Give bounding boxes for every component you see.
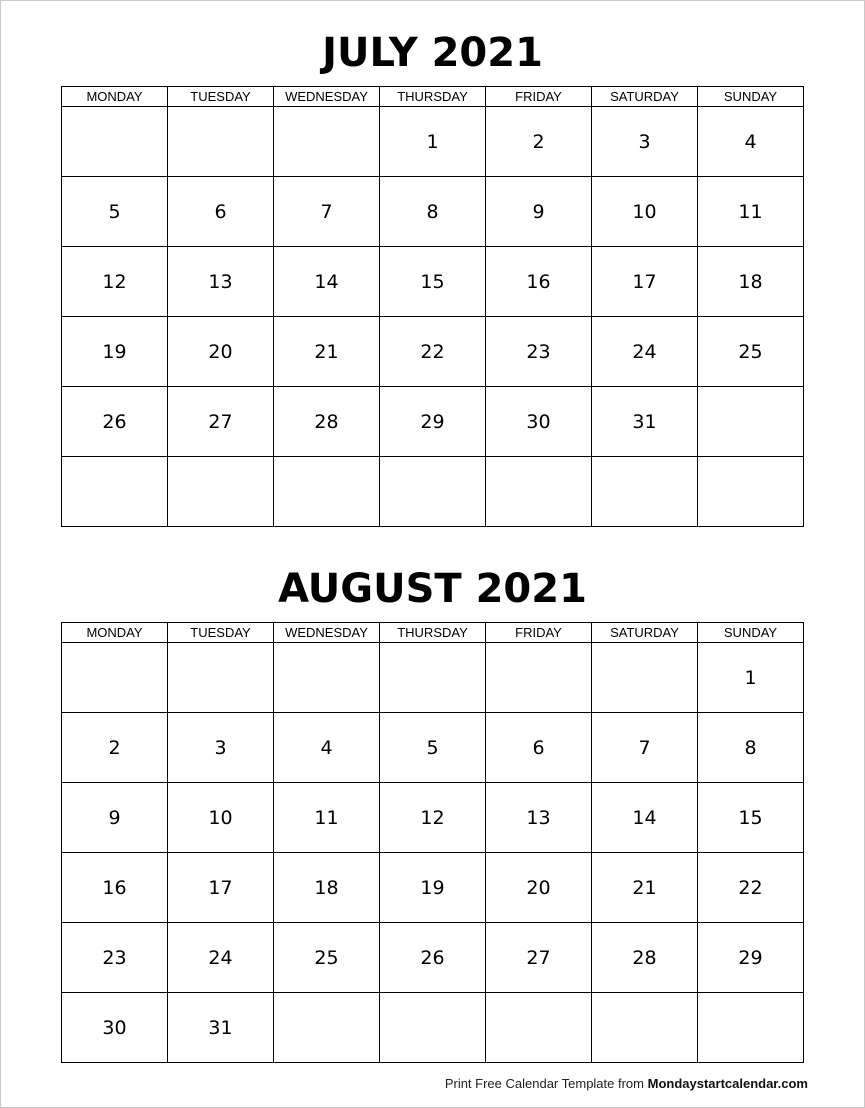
day-cell: 15 <box>698 783 804 853</box>
day-cell: 24 <box>168 923 274 993</box>
weekday-label: MONDAY <box>62 87 168 107</box>
day-cell <box>592 993 698 1063</box>
day-cell: 4 <box>274 713 380 783</box>
day-cell: 9 <box>62 783 168 853</box>
weekday-label: SUNDAY <box>698 87 804 107</box>
weekday-label: SUNDAY <box>698 623 804 643</box>
day-cell: 5 <box>62 177 168 247</box>
day-cell: 10 <box>168 783 274 853</box>
day-cell: 16 <box>62 853 168 923</box>
day-cell <box>592 457 698 527</box>
day-cell: 12 <box>380 783 486 853</box>
weekday-label: FRIDAY <box>486 87 592 107</box>
week-row <box>62 177 804 247</box>
day-cell: 6 <box>486 713 592 783</box>
day-cell: 24 <box>592 317 698 387</box>
week-row <box>62 457 804 527</box>
day-cell: 13 <box>486 783 592 853</box>
day-cell <box>274 457 380 527</box>
week-row <box>62 993 804 1063</box>
day-cell: 31 <box>592 387 698 457</box>
day-cell: 19 <box>62 317 168 387</box>
day-cell: 26 <box>380 923 486 993</box>
day-cell: 28 <box>592 923 698 993</box>
day-cell <box>698 457 804 527</box>
day-cell: 1 <box>698 643 804 713</box>
day-cell: 12 <box>62 247 168 317</box>
day-cell <box>486 643 592 713</box>
week-row <box>62 783 804 853</box>
day-cell: 31 <box>168 993 274 1063</box>
day-cell: 10 <box>592 177 698 247</box>
day-cell: 3 <box>592 107 698 177</box>
day-cell: 30 <box>486 387 592 457</box>
day-cell: 30 <box>62 993 168 1063</box>
day-cell: 8 <box>380 177 486 247</box>
week-row <box>62 853 804 923</box>
weekday-label: WEDNESDAY <box>274 623 380 643</box>
day-cell <box>168 643 274 713</box>
day-cell: 17 <box>168 853 274 923</box>
day-cell: 23 <box>486 317 592 387</box>
calendar-july <box>61 86 804 527</box>
day-cell: 11 <box>274 783 380 853</box>
day-cell: 22 <box>380 317 486 387</box>
day-cell <box>62 107 168 177</box>
day-cell: 20 <box>486 853 592 923</box>
day-cell: 13 <box>168 247 274 317</box>
day-cell: 9 <box>486 177 592 247</box>
day-cell: 2 <box>62 713 168 783</box>
day-cell <box>274 643 380 713</box>
weekday-label: MONDAY <box>62 623 168 643</box>
footer-text: Print Free Calendar Template from <box>444 1076 648 1091</box>
week-row <box>62 643 804 713</box>
weekday-label: SATURDAY <box>592 623 698 643</box>
day-cell <box>486 457 592 527</box>
month-title-july: JULY 2021 <box>322 30 543 76</box>
day-cell: 4 <box>698 107 804 177</box>
day-cell: 28 <box>274 387 380 457</box>
day-cell <box>698 993 804 1063</box>
day-cell: 25 <box>274 923 380 993</box>
day-cell: 14 <box>274 247 380 317</box>
weekday-label: TUESDAY <box>168 87 274 107</box>
day-cell: 5 <box>380 713 486 783</box>
day-cell: 11 <box>698 177 804 247</box>
day-cell: 7 <box>274 177 380 247</box>
day-cell <box>274 993 380 1063</box>
day-cell: 18 <box>698 247 804 317</box>
weekday-label: THURSDAY <box>380 623 486 643</box>
week-row <box>62 713 804 783</box>
day-cell <box>274 107 380 177</box>
day-cell: 29 <box>698 923 804 993</box>
month-title-august: AUGUST 2021 <box>278 566 587 612</box>
day-cell: 25 <box>698 317 804 387</box>
day-cell: 22 <box>698 853 804 923</box>
day-cell <box>380 993 486 1063</box>
day-cell <box>592 643 698 713</box>
day-cell: 19 <box>380 853 486 923</box>
day-cell: 6 <box>168 177 274 247</box>
day-cell: 15 <box>380 247 486 317</box>
day-cell: 7 <box>592 713 698 783</box>
day-cell: 29 <box>380 387 486 457</box>
day-cell <box>168 457 274 527</box>
day-cell: 17 <box>592 247 698 317</box>
day-cell <box>168 107 274 177</box>
weekday-label: WEDNESDAY <box>274 87 380 107</box>
footer-credit <box>445 1076 808 1091</box>
week-row <box>62 387 804 457</box>
day-cell: 27 <box>168 387 274 457</box>
weekday-header-row <box>62 87 804 107</box>
day-cell: 21 <box>592 853 698 923</box>
week-row <box>62 923 804 993</box>
weekday-header-row <box>62 623 804 643</box>
day-cell: 27 <box>486 923 592 993</box>
day-cell <box>486 993 592 1063</box>
footer-site-link[interactable]: Mondaystartcalendar.com <box>647 1076 808 1091</box>
day-cell: 23 <box>62 923 168 993</box>
day-cell: 18 <box>274 853 380 923</box>
day-cell: 3 <box>168 713 274 783</box>
day-cell <box>380 457 486 527</box>
weekday-label: FRIDAY <box>486 623 592 643</box>
day-cell: 16 <box>486 247 592 317</box>
calendar-august <box>61 622 804 1063</box>
weekday-label: SATURDAY <box>592 87 698 107</box>
week-row <box>62 317 804 387</box>
weekday-label: THURSDAY <box>380 87 486 107</box>
day-cell: 1 <box>380 107 486 177</box>
week-row <box>62 247 804 317</box>
day-cell: 21 <box>274 317 380 387</box>
day-cell: 8 <box>698 713 804 783</box>
day-cell: 2 <box>486 107 592 177</box>
day-cell: 26 <box>62 387 168 457</box>
week-row <box>62 107 804 177</box>
day-cell: 20 <box>168 317 274 387</box>
day-cell <box>62 457 168 527</box>
day-cell: 14 <box>592 783 698 853</box>
day-cell <box>380 643 486 713</box>
day-cell <box>698 387 804 457</box>
weekday-label: TUESDAY <box>168 623 274 643</box>
day-cell <box>62 643 168 713</box>
